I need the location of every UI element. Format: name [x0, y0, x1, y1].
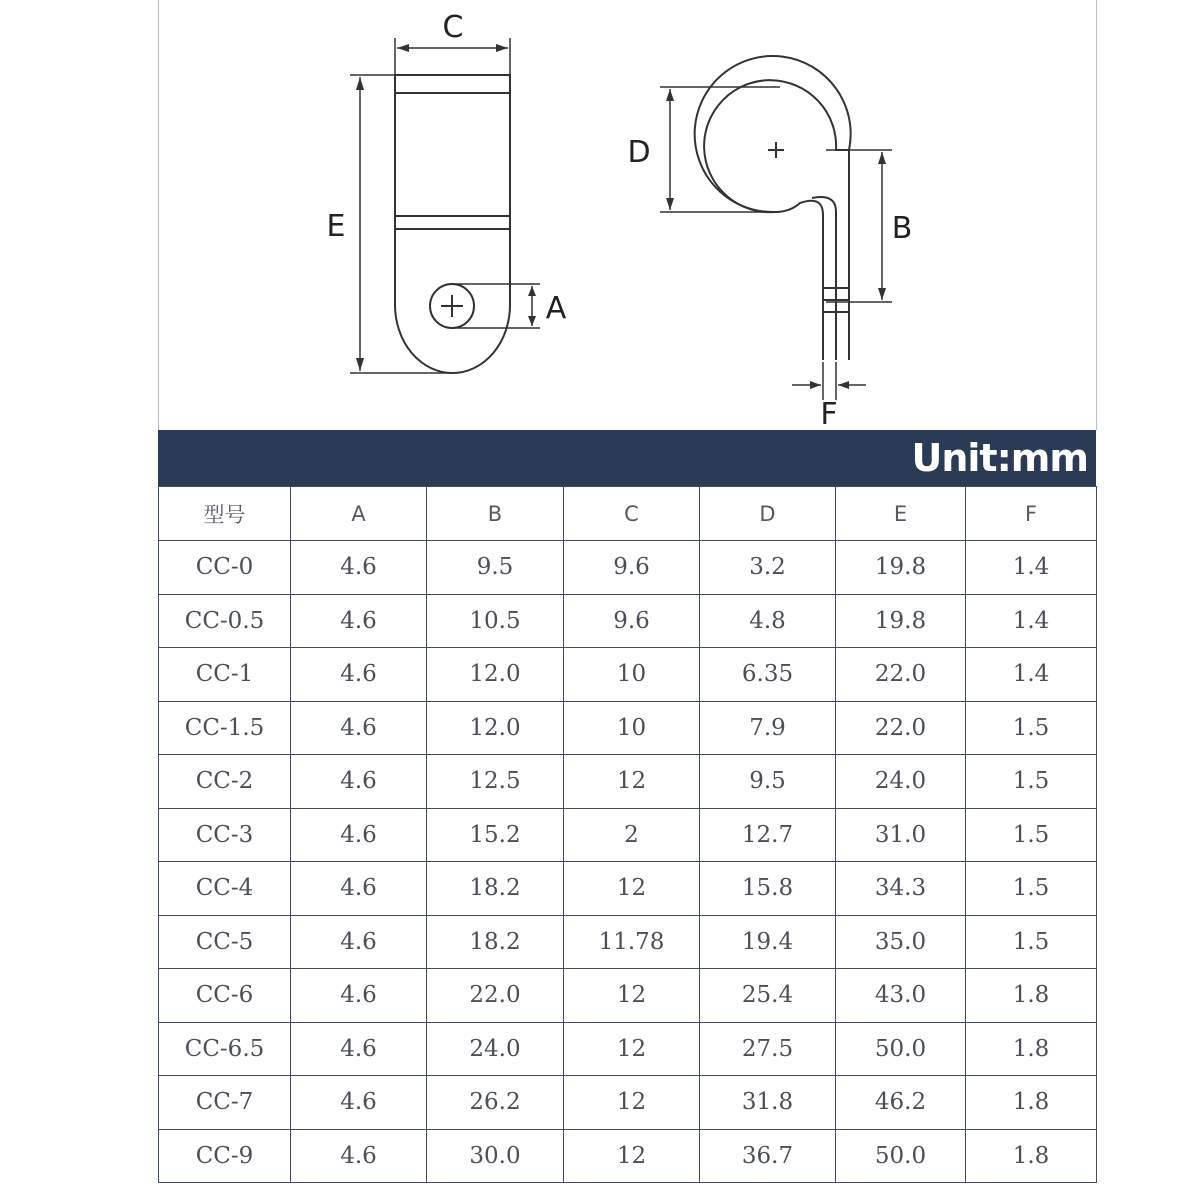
e-arrow-top	[356, 77, 364, 90]
cell-f: 1.5	[966, 755, 1097, 809]
header-model: 型号	[159, 487, 291, 541]
cell-e: 50.0	[836, 1022, 966, 1076]
table-body	[159, 541, 1097, 1183]
cell-e: 19.8	[836, 541, 966, 595]
a-arrow-bottom	[528, 316, 536, 326]
cell-d: 19.4	[700, 915, 836, 969]
f-arrow-right	[838, 381, 849, 389]
cell-f: 1.8	[966, 1129, 1097, 1183]
cell-f: 1.4	[966, 648, 1097, 702]
cell-b: 18.2	[427, 862, 564, 916]
table-row	[159, 1076, 1097, 1130]
side-view-dimensions	[350, 38, 540, 373]
cell-model: CC-6.5	[159, 1022, 291, 1076]
cell-f: 1.5	[966, 862, 1097, 916]
cell-c: 2	[564, 808, 700, 862]
cell-c: 10	[564, 648, 700, 702]
dim-label-d: D	[627, 135, 651, 170]
f-arrow-left	[810, 381, 821, 389]
cell-c: 12	[564, 969, 700, 1023]
header-e: E	[836, 487, 966, 541]
dim-label-e: E	[326, 209, 346, 244]
cell-model: CC-1.5	[159, 701, 291, 755]
cell-e: 34.3	[836, 862, 966, 916]
table-row	[159, 594, 1097, 648]
cell-a: 4.6	[291, 594, 427, 648]
clamp-technical-drawing	[0, 0, 1200, 430]
cell-d: 27.5	[700, 1022, 836, 1076]
cell-c: 11.78	[564, 915, 700, 969]
table-row	[159, 541, 1097, 595]
table-row	[159, 701, 1097, 755]
cell-c: 12	[564, 1129, 700, 1183]
cell-a: 4.6	[291, 862, 427, 916]
cell-a: 4.6	[291, 915, 427, 969]
end-view	[695, 56, 851, 360]
cell-d: 3.2	[700, 541, 836, 595]
cell-e: 35.0	[836, 915, 966, 969]
cell-d: 12.7	[700, 808, 836, 862]
table-row	[159, 808, 1097, 862]
b-arrow-bottom	[878, 288, 886, 300]
cell-d: 7.9	[700, 701, 836, 755]
cell-a: 4.6	[291, 1129, 427, 1183]
cell-f: 1.4	[966, 541, 1097, 595]
dim-label-c: C	[442, 10, 464, 45]
cell-a: 4.6	[291, 969, 427, 1023]
cell-e: 43.0	[836, 969, 966, 1023]
table-row	[159, 1129, 1097, 1183]
cell-b: 30.0	[427, 1129, 564, 1183]
cell-d: 15.8	[700, 862, 836, 916]
cell-d: 6.35	[700, 648, 836, 702]
cell-e: 19.8	[836, 594, 966, 648]
cell-a: 4.6	[291, 1076, 427, 1130]
d-arrow-bottom	[666, 198, 674, 210]
cell-e: 31.0	[836, 808, 966, 862]
cell-c: 12	[564, 862, 700, 916]
cell-b: 18.2	[427, 915, 564, 969]
table-row	[159, 755, 1097, 809]
cell-c: 12	[564, 1022, 700, 1076]
cell-f: 1.8	[966, 969, 1097, 1023]
c-arrow-right	[496, 44, 508, 52]
cell-a: 4.6	[291, 755, 427, 809]
cell-model: CC-9	[159, 1129, 291, 1183]
header-b: B	[427, 487, 564, 541]
cell-d: 9.5	[700, 755, 836, 809]
cell-d: 31.8	[700, 1076, 836, 1130]
cell-f: 1.8	[966, 1076, 1097, 1130]
a-arrow-top	[528, 286, 536, 296]
cell-model: CC-6	[159, 969, 291, 1023]
cell-b: 12.0	[427, 648, 564, 702]
cell-d: 25.4	[700, 969, 836, 1023]
cell-e: 22.0	[836, 648, 966, 702]
cell-model: CC-0.5	[159, 594, 291, 648]
table-row	[159, 862, 1097, 916]
cell-a: 4.6	[291, 1022, 427, 1076]
cell-c: 12	[564, 1076, 700, 1130]
unit-banner-text: Unit:mm	[911, 436, 1088, 480]
cell-f: 1.5	[966, 808, 1097, 862]
spec-table	[158, 486, 1097, 1183]
table-header-row	[159, 487, 1097, 541]
e-arrow-bottom	[356, 358, 364, 371]
cell-model: CC-3	[159, 808, 291, 862]
cell-model: CC-0	[159, 541, 291, 595]
table-row	[159, 648, 1097, 702]
cell-f: 1.5	[966, 701, 1097, 755]
cell-a: 4.6	[291, 701, 427, 755]
dim-label-b: B	[891, 211, 913, 246]
cell-b: 24.0	[427, 1022, 564, 1076]
header-f: F	[966, 487, 1097, 541]
cell-model: CC-5	[159, 915, 291, 969]
cell-b: 10.5	[427, 594, 564, 648]
cell-f: 1.4	[966, 594, 1097, 648]
cell-e: 24.0	[836, 755, 966, 809]
cell-b: 12.0	[427, 701, 564, 755]
cell-d: 36.7	[700, 1129, 836, 1183]
dim-label-a: A	[545, 291, 567, 326]
cell-model: CC-4	[159, 862, 291, 916]
cell-f: 1.5	[966, 915, 1097, 969]
cell-model: CC-7	[159, 1076, 291, 1130]
b-arrow-top	[878, 152, 886, 164]
cell-a: 4.6	[291, 808, 427, 862]
cell-model: CC-2	[159, 755, 291, 809]
clip-inner-outline	[704, 80, 849, 360]
table-row	[159, 1022, 1097, 1076]
cell-c: 10	[564, 701, 700, 755]
header-a: A	[291, 487, 427, 541]
cell-model: CC-1	[159, 648, 291, 702]
header-c: C	[564, 487, 700, 541]
cell-b: 22.0	[427, 969, 564, 1023]
cell-c: 9.6	[564, 594, 700, 648]
cell-d: 4.8	[700, 594, 836, 648]
header-d: D	[700, 487, 836, 541]
cell-e: 46.2	[836, 1076, 966, 1130]
dim-label-f: F	[820, 397, 838, 430]
cell-e: 50.0	[836, 1129, 966, 1183]
cell-c: 12	[564, 755, 700, 809]
cell-a: 4.6	[291, 648, 427, 702]
unit-banner	[158, 430, 1096, 486]
cell-b: 12.5	[427, 755, 564, 809]
side-view-top-band	[395, 75, 510, 93]
cell-b: 15.2	[427, 808, 564, 862]
cell-c: 9.6	[564, 541, 700, 595]
table-row	[159, 915, 1097, 969]
cell-a: 4.6	[291, 541, 427, 595]
table-row	[159, 969, 1097, 1023]
d-arrow-top	[666, 89, 674, 101]
cell-b: 26.2	[427, 1076, 564, 1130]
cell-e: 22.0	[836, 701, 966, 755]
c-arrow-left	[397, 44, 409, 52]
cell-f: 1.8	[966, 1022, 1097, 1076]
cell-b: 9.5	[427, 541, 564, 595]
